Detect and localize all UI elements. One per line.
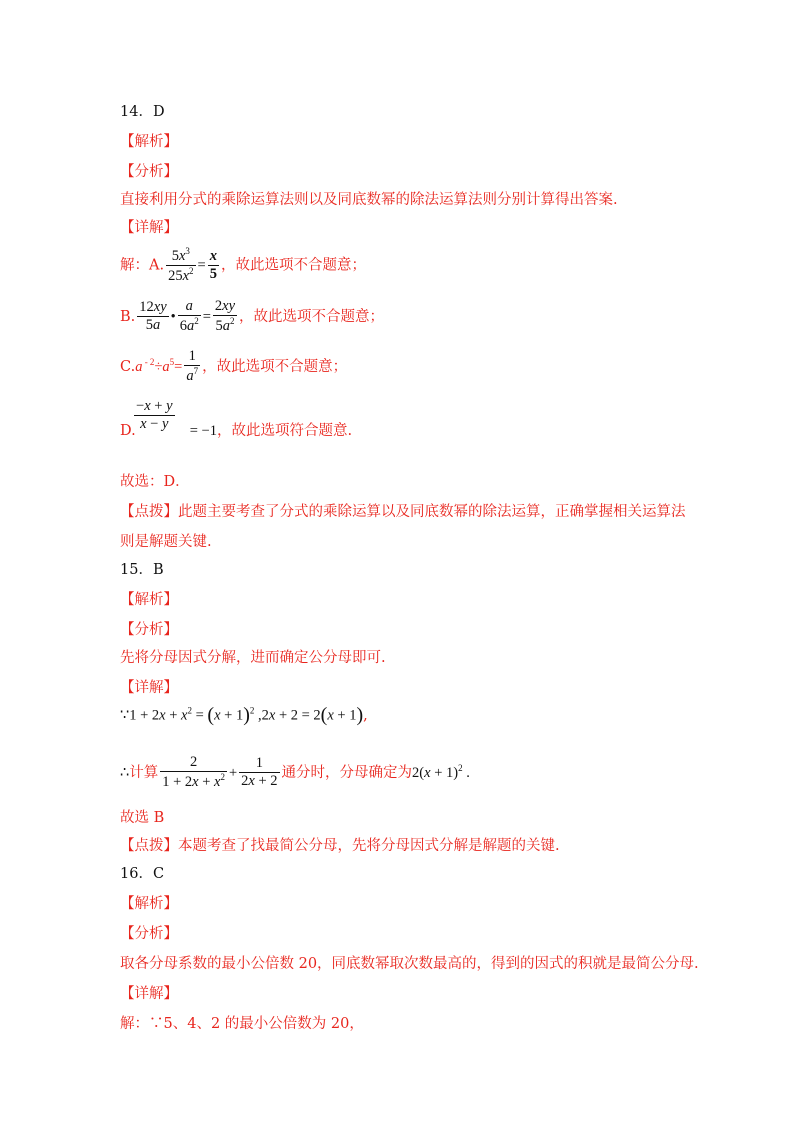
- q14-dianbo: 【点拨】此题主要考查了分式的乘除运算以及同底数幂的除法运算，正确掌握相关运算法: [120, 504, 686, 520]
- q16-analysis: 取各分母系数的最小公倍数 20，同底数幂取次数最高的，得到的因式的积就是最简公分母.: [120, 956, 699, 972]
- q14-header: 14．D: [120, 104, 165, 120]
- q16-fenxi-label: 【分析】: [120, 926, 178, 942]
- q14-c-tail: ，故此选项不合题意；: [202, 358, 348, 375]
- q14-answer: 故选：D．: [120, 474, 190, 490]
- q16-jiexi-label: 【解析】: [120, 896, 178, 912]
- formula-d-frac: $\frac{-x + y}{x - y}$: [136, 398, 173, 433]
- q16-xiangjie-label: 【详解】: [120, 986, 178, 1002]
- q16-header: 16．C: [120, 866, 165, 882]
- q14-option-a: 解：A. $\frac{5x^3}{25x^2}$ = $\frac{x}{5}$ ，故此选项不合题意；: [120, 246, 366, 285]
- q14-xiangjie-label: 【详解】: [120, 220, 178, 236]
- formula-c-result: $\frac{1}{a^7}$: [186, 348, 199, 385]
- q15-calc-label: 计算: [129, 764, 159, 781]
- q14-d-prefix: D.: [120, 423, 136, 439]
- q14-option-c: C.a $^{- 2}\div a^5=$ $\frac{1}{a^7}$ ，故此选项不合题意；: [120, 348, 348, 385]
- formula-a-right: $\frac{x}{5}$: [209, 247, 217, 283]
- q15-calc-text: 通分时，分母确定为: [281, 764, 413, 781]
- formula-b-result: $\frac{2xy}{5a^2}$: [214, 298, 236, 335]
- formula-a-left: $\frac{5x^3}{25x^2}$: [168, 246, 194, 285]
- q14-analysis: 直接利用分式的乘除运算法则以及同底数幂的除法运算法则分别计算得出答案.: [120, 192, 618, 208]
- formula-15-second: $\frac{1}{2x + 2}$: [241, 754, 278, 790]
- q14-option-b: B. $\frac{12xy}{5a}$ • $\frac{a}{6a^2}$ = $\frac{2xy}{5a^2}$ ，故此选项不合题意；: [120, 298, 385, 335]
- q15-header: 15．B: [120, 562, 164, 578]
- q15-dianbo: 【点拨】本题考查了找最简公分母，先将分母因式分解是解题的关键.: [120, 838, 560, 854]
- q14-a-prefix: 解：A.: [120, 257, 165, 274]
- formula-15-first: $\frac{2}{1 + 2x + x^2}$: [162, 754, 225, 791]
- q14-d-tail: ，故此选项符合题意.: [216, 423, 353, 439]
- q14-b-tail: ，故此选项不合题意；: [239, 308, 385, 325]
- q15-fenxi-label: 【分析】: [120, 622, 178, 638]
- q14-option-d-line: D. = −1，故此选项符合题意.: [120, 423, 353, 439]
- q15-analysis: 先将分母因式分解，进而确定公分母即可.: [120, 650, 386, 666]
- q14-b-prefix: B.: [120, 308, 136, 325]
- q14-dianbo-cont: 则是解题关键.: [120, 534, 212, 550]
- q15-factorization: ∵1 + $2x + x^2 = (x + 1)^2$ ,2x + 2 = 2(x + 1),: [120, 704, 368, 726]
- q16-solution: 解：∵5、4、2 的最小公倍数为 20，: [120, 1016, 364, 1032]
- q14-a-tail: ，故此选项不合题意；: [220, 257, 366, 274]
- formula-b-second: $\frac{a}{6a^2}$: [179, 298, 199, 335]
- q15-answer: 故选 B: [120, 810, 165, 826]
- q14-jiexi-label: 【解析】: [120, 134, 178, 150]
- q15-jiexi-label: 【解析】: [120, 592, 178, 608]
- q14-c-prefix: C.: [120, 358, 136, 375]
- q15-conclusion: ∴计算 $\frac{2}{1 + 2x + x^2}$ + $\frac{1}{2x + 2}$ 通分时，分母确定为$2(x + 1)^2$ .: [120, 754, 470, 791]
- formula-b-first: $\frac{12xy}{5a}$: [139, 298, 167, 334]
- q15-xiangjie-label: 【详解】: [120, 680, 178, 696]
- q14-fenxi-label: 【分析】: [120, 164, 178, 180]
